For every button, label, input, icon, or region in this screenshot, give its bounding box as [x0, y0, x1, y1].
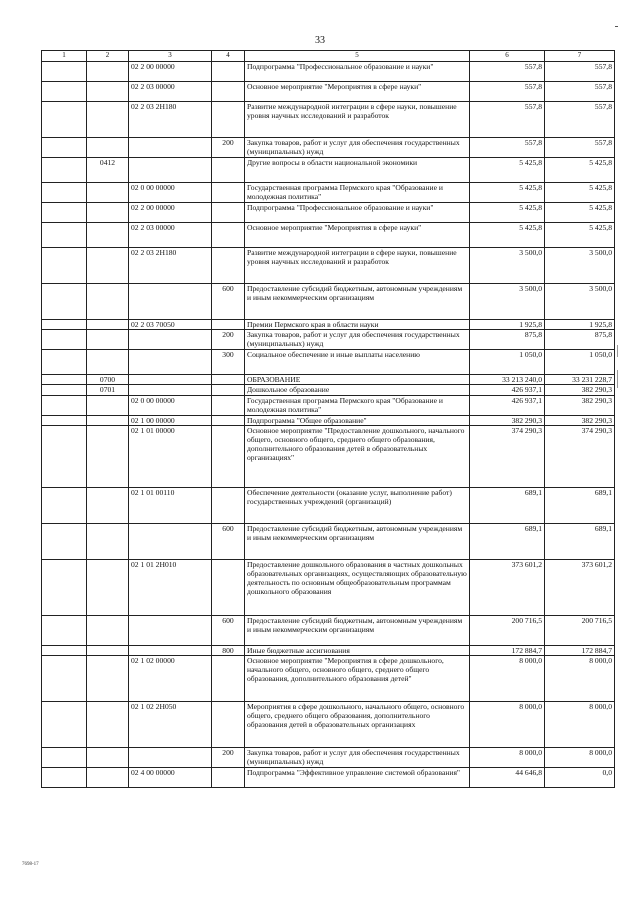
cell-amount-year-1: 426 937,1	[470, 395, 545, 415]
cell-amount-year-1: 5 425,8	[470, 183, 545, 203]
table-row	[42, 415, 615, 425]
cell-amount-year-1: 3 500,0	[470, 248, 545, 284]
table-row	[42, 615, 615, 645]
cell-amount-year-2: 382 290,3	[545, 385, 615, 395]
cell-amount-year-1: 5 425,8	[470, 158, 545, 183]
cell-section-code	[87, 350, 129, 375]
cell-section-code: 0701	[87, 385, 129, 395]
table-row	[42, 645, 615, 655]
cell-amount-year-2: 5 425,8	[545, 158, 615, 183]
scan-edge-mark	[617, 370, 618, 388]
cell-col-1	[42, 320, 87, 330]
cell-target-article	[129, 615, 212, 645]
cell-amount-year-1: 557,8	[470, 102, 545, 138]
cell-name: Основное мероприятие "Мероприятия в сфере науки"	[245, 223, 470, 248]
cell-col-1	[42, 748, 87, 768]
header-col-2: 2	[87, 51, 129, 62]
cell-col-1	[42, 375, 87, 385]
cell-target-article: 02 2 03 00000	[129, 82, 212, 102]
table-row	[42, 102, 615, 138]
cell-col-1	[42, 350, 87, 375]
cell-name: Предоставление субсидий бюджетным, автономным учреждениям и иным некоммерческим организациям	[245, 523, 470, 559]
cell-name: Подпрограмма "Профессиональное образование и науки"	[245, 62, 470, 82]
cell-amount-year-1: 382 290,3	[470, 415, 545, 425]
cell-target-article: 02 1 01 2Н010	[129, 559, 212, 615]
cell-name: Иные бюджетные ассигнования	[245, 645, 470, 655]
cell-expense-type	[212, 559, 245, 615]
cell-amount-year-1: 33 213 240,0	[470, 375, 545, 385]
cell-expense-type	[212, 223, 245, 248]
cell-amount-year-1: 200 716,5	[470, 615, 545, 645]
cell-section-code	[87, 82, 129, 102]
cell-name: Подпрограмма "Эффективное управление системой образования"	[245, 768, 470, 788]
cell-col-1	[42, 425, 87, 487]
cell-col-1	[42, 248, 87, 284]
cell-target-article	[129, 158, 212, 183]
cell-target-article	[129, 284, 212, 320]
cell-amount-year-1: 3 500,0	[470, 284, 545, 320]
cell-amount-year-1: 557,8	[470, 138, 545, 158]
cell-expense-type: 300	[212, 350, 245, 375]
cell-target-article: 02 1 01 00110	[129, 487, 212, 523]
table-row	[42, 559, 615, 615]
cell-col-1	[42, 656, 87, 702]
cell-expense-type: 600	[212, 523, 245, 559]
header-col-3: 3	[129, 51, 212, 62]
cell-name: Основное мероприятие "Мероприятия в сфере науки"	[245, 82, 470, 102]
cell-target-article	[129, 330, 212, 350]
cell-col-1	[42, 158, 87, 183]
page-number: 33	[315, 35, 325, 46]
cell-col-1	[42, 223, 87, 248]
cell-section-code	[87, 138, 129, 158]
budget-table	[41, 50, 615, 788]
cell-section-code	[87, 284, 129, 320]
cell-name: Подпрограмма "Профессиональное образование и науки"	[245, 203, 470, 223]
table-row	[42, 395, 615, 415]
cell-section-code	[87, 748, 129, 768]
scan-corner-mark	[615, 26, 618, 27]
cell-section-code	[87, 62, 129, 82]
cell-target-article	[129, 138, 212, 158]
cell-amount-year-1: 373 601,2	[470, 559, 545, 615]
cell-expense-type: 200	[212, 748, 245, 768]
cell-target-article: 02 2 03 00000	[129, 223, 212, 248]
cell-section-code	[87, 102, 129, 138]
cell-amount-year-2: 5 425,8	[545, 183, 615, 203]
cell-expense-type	[212, 385, 245, 395]
table-row	[42, 223, 615, 248]
header-row	[42, 51, 615, 62]
cell-col-1	[42, 702, 87, 748]
cell-col-1	[42, 395, 87, 415]
cell-section-code	[87, 223, 129, 248]
cell-amount-year-2: 8 000,0	[545, 748, 615, 768]
cell-section-code	[87, 395, 129, 415]
cell-target-article: 02 0 00 00000	[129, 395, 212, 415]
cell-target-article: 02 1 00 00000	[129, 415, 212, 425]
table-row	[42, 748, 615, 768]
cell-target-article: 02 2 03 70050	[129, 320, 212, 330]
table-row	[42, 425, 615, 487]
table-row	[42, 284, 615, 320]
cell-target-article: 02 1 02 00000	[129, 656, 212, 702]
table-row	[42, 82, 615, 102]
table-row	[42, 523, 615, 559]
cell-amount-year-2: 374 290,3	[545, 425, 615, 487]
table-body	[42, 62, 615, 788]
cell-amount-year-1: 689,1	[470, 487, 545, 523]
cell-amount-year-1: 689,1	[470, 523, 545, 559]
table-row	[42, 350, 615, 375]
cell-section-code	[87, 183, 129, 203]
cell-section-code	[87, 203, 129, 223]
header-col-5: 5	[245, 51, 470, 62]
cell-amount-year-2: 1 050,0	[545, 350, 615, 375]
cell-col-1	[42, 523, 87, 559]
cell-section-code	[87, 645, 129, 655]
cell-expense-type	[212, 203, 245, 223]
cell-amount-year-1: 1 050,0	[470, 350, 545, 375]
cell-expense-type	[212, 425, 245, 487]
footer-code: 7698-17	[22, 862, 39, 867]
cell-target-article	[129, 350, 212, 375]
cell-amount-year-1: 172 884,7	[470, 645, 545, 655]
cell-amount-year-2: 557,8	[545, 62, 615, 82]
table-row	[42, 62, 615, 82]
table-row	[42, 487, 615, 523]
table-row	[42, 203, 615, 223]
cell-name: Основное мероприятие "Мероприятия в сфере дошкольного, начального общего, основного общего, среднего общего образования, дополнительного образования детей"	[245, 656, 470, 702]
cell-section-code	[87, 615, 129, 645]
cell-expense-type	[212, 375, 245, 385]
cell-section-code	[87, 415, 129, 425]
cell-name: Закупка товаров, работ и услуг для обеспечения государственных (муниципальных) нужд	[245, 138, 470, 158]
cell-amount-year-2: 382 290,3	[545, 415, 615, 425]
table-row	[42, 330, 615, 350]
cell-col-1	[42, 645, 87, 655]
cell-amount-year-2: 373 601,2	[545, 559, 615, 615]
cell-amount-year-2: 8 000,0	[545, 656, 615, 702]
cell-section-code	[87, 330, 129, 350]
cell-section-code	[87, 768, 129, 788]
cell-amount-year-2: 0,0	[545, 768, 615, 788]
cell-expense-type	[212, 768, 245, 788]
cell-amount-year-1: 5 425,8	[470, 223, 545, 248]
table-row	[42, 375, 615, 385]
cell-amount-year-1: 1 925,8	[470, 320, 545, 330]
cell-name: Закупка товаров, работ и услуг для обеспечения государственных (муниципальных) нужд	[245, 330, 470, 350]
cell-name: Премии Пермского края в области науки	[245, 320, 470, 330]
cell-expense-type: 200	[212, 138, 245, 158]
cell-col-1	[42, 203, 87, 223]
header-col-7: 7	[545, 51, 615, 62]
table-row	[42, 320, 615, 330]
cell-amount-year-2: 875,8	[545, 330, 615, 350]
cell-expense-type	[212, 487, 245, 523]
cell-amount-year-2: 3 500,0	[545, 248, 615, 284]
cell-section-code	[87, 523, 129, 559]
cell-col-1	[42, 183, 87, 203]
cell-amount-year-2: 689,1	[545, 523, 615, 559]
cell-amount-year-2: 200 716,5	[545, 615, 615, 645]
cell-name: Социальное обеспечение и иные выплаты населению	[245, 350, 470, 375]
cell-name: Дошкольное образование	[245, 385, 470, 395]
cell-section-code	[87, 702, 129, 748]
cell-col-1	[42, 559, 87, 615]
cell-target-article: 02 1 02 2Н050	[129, 702, 212, 748]
cell-expense-type	[212, 248, 245, 284]
cell-col-1	[42, 102, 87, 138]
cell-amount-year-1: 875,8	[470, 330, 545, 350]
cell-target-article	[129, 645, 212, 655]
table-row	[42, 768, 615, 788]
cell-amount-year-2: 8 000,0	[545, 702, 615, 748]
cell-target-article	[129, 523, 212, 559]
cell-target-article: 02 4 00 00000	[129, 768, 212, 788]
cell-amount-year-1: 557,8	[470, 82, 545, 102]
cell-col-1	[42, 487, 87, 523]
cell-amount-year-2: 557,8	[545, 82, 615, 102]
cell-expense-type	[212, 82, 245, 102]
cell-name: Государственная программа Пермского края "Образование и молодежная политика"	[245, 183, 470, 203]
cell-amount-year-2: 1 925,8	[545, 320, 615, 330]
cell-target-article	[129, 375, 212, 385]
cell-expense-type: 600	[212, 615, 245, 645]
cell-name: ОБРАЗОВАНИЕ	[245, 375, 470, 385]
cell-section-code: 0412	[87, 158, 129, 183]
cell-target-article	[129, 385, 212, 395]
cell-name: Государственная программа Пермского края "Образование и молодежная политика"	[245, 395, 470, 415]
cell-name: Закупка товаров, работ и услуг для обеспечения государственных (муниципальных) нужд	[245, 748, 470, 768]
cell-amount-year-2: 5 425,8	[545, 223, 615, 248]
cell-expense-type	[212, 183, 245, 203]
table-row	[42, 702, 615, 748]
cell-expense-type	[212, 656, 245, 702]
cell-amount-year-1: 374 290,3	[470, 425, 545, 487]
cell-amount-year-1: 426 937,1	[470, 385, 545, 395]
cell-amount-year-2: 172 884,7	[545, 645, 615, 655]
table-row	[42, 385, 615, 395]
cell-col-1	[42, 415, 87, 425]
cell-expense-type: 600	[212, 284, 245, 320]
cell-amount-year-1: 8 000,0	[470, 656, 545, 702]
cell-target-article: 02 2 00 00000	[129, 62, 212, 82]
cell-name: Мероприятия в сфере дошкольного, начального общего, основного общего, среднего общего образования, дополнительного образования детей в образовательных организациях	[245, 702, 470, 748]
cell-expense-type	[212, 395, 245, 415]
cell-amount-year-1: 5 425,8	[470, 203, 545, 223]
cell-amount-year-2: 3 500,0	[545, 284, 615, 320]
cell-name: Обеспечение деятельности (оказание услуг, выполнение работ) государственных учреждений (организаций)	[245, 487, 470, 523]
cell-amount-year-2: 5 425,8	[545, 203, 615, 223]
cell-expense-type	[212, 62, 245, 82]
cell-expense-type	[212, 158, 245, 183]
cell-target-article: 02 2 03 2Н180	[129, 248, 212, 284]
cell-section-code	[87, 487, 129, 523]
table-row	[42, 248, 615, 284]
cell-amount-year-1: 8 000,0	[470, 748, 545, 768]
cell-target-article: 02 2 03 2Н180	[129, 102, 212, 138]
cell-expense-type	[212, 320, 245, 330]
cell-amount-year-2: 557,8	[545, 102, 615, 138]
cell-col-1	[42, 615, 87, 645]
header-col-1: 1	[42, 51, 87, 62]
table-row	[42, 656, 615, 702]
cell-amount-year-2: 382 290,3	[545, 395, 615, 415]
cell-section-code	[87, 320, 129, 330]
cell-amount-year-2: 33 231 228,7	[545, 375, 615, 385]
cell-section-code	[87, 425, 129, 487]
cell-amount-year-1: 557,8	[470, 62, 545, 82]
cell-target-article	[129, 748, 212, 768]
cell-col-1	[42, 62, 87, 82]
cell-expense-type	[212, 415, 245, 425]
cell-section-code	[87, 559, 129, 615]
cell-name: Развитие международной интеграции в сфере науки, повышение уровня научных исследований и разработок	[245, 248, 470, 284]
table-row	[42, 158, 615, 183]
cell-amount-year-1: 8 000,0	[470, 702, 545, 748]
cell-amount-year-2: 689,1	[545, 487, 615, 523]
cell-section-code: 0700	[87, 375, 129, 385]
cell-col-1	[42, 138, 87, 158]
cell-name: Подпрограмма "Общее образование"	[245, 415, 470, 425]
header-col-6: 6	[470, 51, 545, 62]
table-row	[42, 138, 615, 158]
cell-name: Предоставление субсидий бюджетным, автономным учреждениям и иным некоммерческим организациям	[245, 615, 470, 645]
cell-target-article: 02 2 00 00000	[129, 203, 212, 223]
cell-name: Другие вопросы в области национальной экономики	[245, 158, 470, 183]
cell-col-1	[42, 284, 87, 320]
cell-target-article: 02 0 00 00000	[129, 183, 212, 203]
cell-name: Предоставление субсидий бюджетным, автономным учреждениям и иным некоммерческим организациям	[245, 284, 470, 320]
cell-col-1	[42, 330, 87, 350]
cell-expense-type: 800	[212, 645, 245, 655]
cell-name: Развитие международной интеграции в сфере науки, повышение уровня научных исследований и разработок	[245, 102, 470, 138]
cell-expense-type	[212, 102, 245, 138]
cell-amount-year-1: 44 646,8	[470, 768, 545, 788]
scan-edge-mark	[617, 345, 618, 357]
cell-section-code	[87, 656, 129, 702]
header-col-4: 4	[212, 51, 245, 62]
cell-col-1	[42, 385, 87, 395]
cell-name: Основное мероприятие "Предоставление дошкольного, начального общего, основного общего, среднего общего образования, дополнительного образования детей в образовательных организациях"	[245, 425, 470, 487]
cell-name: Предоставление дошкольного образования в частных дошкольных образовательных организациях, осуществляющих образовательную деятельность по основным общеобразовательным программам дошкольного образования	[245, 559, 470, 615]
cell-expense-type	[212, 702, 245, 748]
cell-amount-year-2: 557,8	[545, 138, 615, 158]
cell-section-code	[87, 248, 129, 284]
cell-col-1	[42, 82, 87, 102]
cell-target-article: 02 1 01 00000	[129, 425, 212, 487]
table-row	[42, 183, 615, 203]
cell-expense-type: 200	[212, 330, 245, 350]
cell-col-1	[42, 768, 87, 788]
